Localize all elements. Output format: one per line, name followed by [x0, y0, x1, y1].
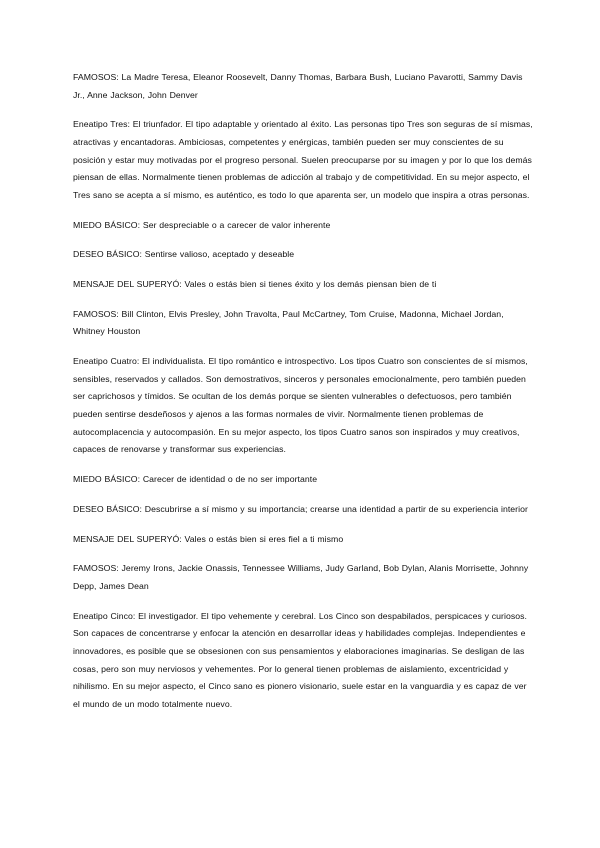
- mensaje-superyo-tres: MENSAJE DEL SUPERYÓ: Vales o estás bien si tienes éxito y los demás piensan bien de ti: [73, 279, 437, 290]
- famosos-tres-paragraph: FAMOSOS: Bill Clinton, Elvis Presley, John Travolta, Paul McCartney, Tom Cruise, Madonna, Michael Jordan, Whitney Houston: [73, 308, 504, 337]
- eneatipo-cuatro-paragraph: Eneatipo Cuatro: El individualista. El tipo romántico e introspectivo. Los tipos Cuatro son conscientes de sí mismos, sensibles, reservados y callados. Son demostrativos, sinceros y personales emocionalmente, pero también pueden ser caprichosos y tímidos. Se ocultan de los demás porque se sienten vulnerables o defectuosos, pero también pueden sentirse desdeñosos y ajenos a las formas normales de vivir. Normalmente tienen problemas de autocomplacencia y autocompasión. En su mejor aspecto, los tipos Cuatro sanos son inspirados y muy creativos, capaces de renovarse y transformar sus experiencias.: [73, 356, 528, 455]
- mensaje-superyo-cuatro: MENSAJE DEL SUPERYÓ: Vales o estás bien si eres fiel a ti mismo: [73, 533, 344, 544]
- paragraph-spacer: [73, 489, 535, 501]
- eneatipo-cinco-paragraph: Eneatipo Cinco: El investigador. El tipo vehemente y cerebral. Los Cinco son despabilados, perspicaces y curiosos. Son capaces de concentrarse y enfocar la atención en desarrollar ideas y habilidades complejas. Independientes e innovadores, es posible que se obsesionen con sus pensamientos y elaboraciones imaginarias. Se desligan de las cosas, pero son muy nerviosos y vehementes. Por lo general tienen problemas de aislamiento, excentricidad y nihilismo. En su mejor aspecto, el Cinco sano es pionero visionario, suele estar en la vanguardia y es capaz de ver el mundo de un modo totalmente nuevo.: [73, 610, 527, 709]
- deseo-basico-tres: DESEO BÁSICO: Sentirse valioso, aceptado y deseable: [73, 249, 295, 260]
- famosos-dos-paragraph: FAMOSOS: La Madre Teresa, Eleanor Roosevelt, Danny Thomas, Barbara Bush, Luciano Pavarotti, Sammy Davis Jr., Anne Jackson, John Denver: [73, 72, 523, 100]
- paragraph-spacer: [73, 459, 535, 471]
- eneatipo-tres-paragraph: Eneatipo Tres: El triunfador. El tipo adaptable y orientado al éxito. Las personas tipo Tres son seguras de sí mismas, atractivas y encantadoras. Ambiciosas, competentes y enérgicas, también pueden ser muy conscientes de su posición y estar muy motivadas por el progreso personal. Suelen preocuparse por su imagen y por lo que los demás piensan de ellas. Normalmente tienen problemas de adicción al trabajo y de competitividad. En su mejor aspecto, el Tres sano se acepta a sí mismo, es auténtico, es todo lo que aparenta ser, un modelo que inspira a otras personas.: [73, 119, 533, 200]
- paragraph-spacer: [73, 596, 535, 608]
- document-body: [73, 69, 535, 713]
- paragraph-spacer: [73, 234, 535, 246]
- paragraph-spacer: [73, 341, 535, 353]
- paragraph-spacer: [73, 204, 535, 216]
- deseo-basico-cuatro: DESEO BÁSICO: Descubrirse a sí mismo y su importancia; crearse una identidad a partir de su experiencia interior: [73, 503, 528, 514]
- paragraph-spacer: [73, 548, 535, 560]
- paragraph-spacer: [73, 264, 535, 276]
- paragraph-spacer: [73, 104, 535, 116]
- miedo-basico-cuatro: MIEDO BÁSICO: Carecer de identidad o de no ser importante: [73, 474, 318, 484]
- paragraph-spacer: [73, 294, 535, 306]
- famosos-cuatro-paragraph: FAMOSOS: Jeremy Irons, Jackie Onassis, Tennessee Williams, Judy Garland, Bob Dylan, Alanis Morrisette, Johnny Depp, James Dean: [73, 563, 529, 591]
- paragraph-spacer: [73, 518, 535, 530]
- miedo-basico-tres: MIEDO BÁSICO: Ser despreciable o a carecer de valor inherente: [73, 219, 331, 230]
